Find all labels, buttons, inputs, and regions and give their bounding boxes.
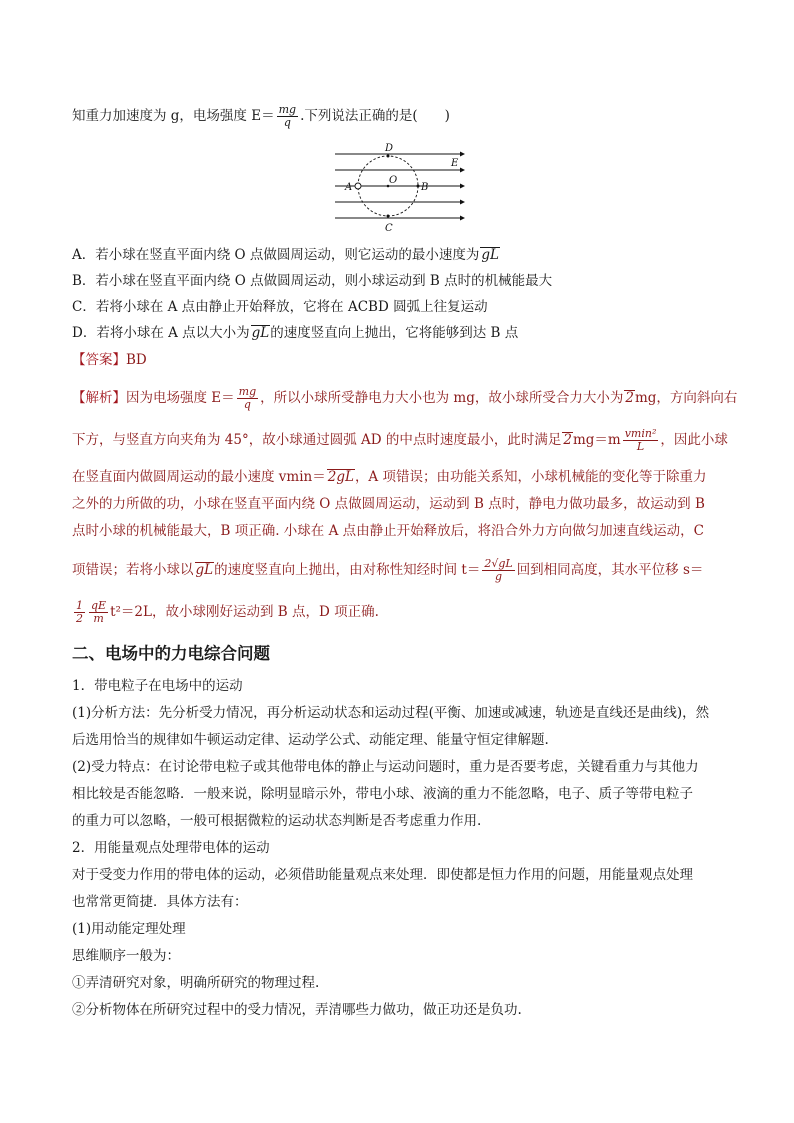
label-a: A (345, 182, 353, 193)
fraction-numerator: qE (91, 599, 107, 612)
section-p7: 2．用能量观点处理带电体的运动 (72, 840, 270, 856)
arrowhead-5 (460, 216, 465, 221)
section-p2: (1)分析方法：先分析受力情况，再分析运动状态和运动过程(平衡、加速或减速，轨迹是直线还是曲线)，然 (72, 705, 710, 721)
label-d: D (385, 143, 394, 154)
fraction-numerator: 1 (76, 599, 83, 612)
intro-suffix: .下列说法正确的是( ) (300, 108, 450, 124)
section-p11: 思维顺序一般为： (72, 948, 180, 964)
answer-tag: 【答案】 (72, 352, 126, 368)
section-heading: 二、电场中的力电综合问题 (72, 644, 270, 663)
answer-line (72, 350, 724, 370)
analysis-l6-b: 的速度竖直向上抛出，由对称性知经时间 t＝ (214, 562, 481, 578)
point-c (387, 215, 390, 218)
section-p10: (1)用动能定理处理 (72, 921, 186, 937)
analysis-l3-a: 在竖直面内做圆周运动的最小速度 vmin＝ (72, 469, 326, 485)
option-a-text: A．若小球在竖直平面内绕 O 点做圆周运动，则它运动的最小速度为 (72, 247, 480, 263)
analysis-l2-c: ，因此小球 (660, 432, 728, 448)
section-p12: ①弄清研究对象，明确所研究的物理过程. (72, 975, 320, 991)
section-p4: (2)受力特点：在讨论带电粒子或其他带电体的静止与运动问题时，重力是否要考虑，关键看重力与其他力 (72, 759, 699, 775)
label-b: B (421, 182, 429, 193)
analysis-l7-fraction-1 (74, 600, 85, 625)
section-p6: 的重力可以忽略，一般可根据微粒的运动状态判断是否考虑重力作用. (72, 813, 482, 829)
analysis-l2-sqrt: 2 (563, 432, 572, 448)
analysis-line-7 (72, 600, 724, 625)
label-c: C (385, 223, 393, 234)
analysis-line-6 (72, 558, 724, 583)
arrowhead-2 (460, 168, 465, 173)
arrowhead-4 (460, 200, 465, 205)
section-p3: 后选用恰当的规律如牛顿运动定律、运动学公式、动能定理、能量守恒定律解题. (72, 732, 549, 748)
section-p5: 相比较是否能忽略．一般来说，除明显暗示外，带电小球、液滴的重力不能忽略，电子、质子等带电粒子 (72, 786, 693, 802)
analysis-l2-b: mg＝m (572, 432, 621, 448)
analysis-l1-b: ，所以小球所受静电力大小也为 mg，故小球所受合力大小为 (260, 390, 624, 406)
analysis-l6-sqrt: gL (195, 562, 214, 578)
fraction-numerator: mg (238, 385, 257, 398)
question-intro (72, 104, 724, 129)
analysis-l2-fraction (623, 428, 659, 453)
answer-value: BD (126, 352, 147, 368)
option-b: B．若小球在竖直平面内绕 O 点做圆周运动，则小球运动到 B 点时的机械能最大 (72, 273, 553, 289)
point-d (387, 155, 390, 158)
section-p13: ②分析物体在所研究过程中的受力情况，弄清哪些力做功，做正功还是负功. (72, 1002, 522, 1018)
analysis-l1-a: 因为电场强度 E＝ (126, 390, 235, 406)
option-a (72, 245, 724, 265)
analysis-l1-sqrt: 2 (625, 390, 634, 406)
option-d-prefix: D．若将小球在 A 点以大小为 (72, 325, 250, 341)
analysis-l6-a: 项错误；若将小球以 (72, 562, 194, 578)
point-b (417, 185, 420, 188)
analysis-l7-a: t²＝2L，故小球刚好运动到 B 点，D 项正确. (110, 604, 379, 620)
section-p9: 也常常更简捷．具体方法有： (72, 894, 248, 910)
option-c: C．若将小球在 A 点由静止开始释放，它将在 ACBD 圆弧上往复运动 (72, 299, 488, 315)
option-a-sqrt: gL (481, 247, 500, 263)
analysis-line-5: 点时小球的机械能最大，B 项正确. 小球在 A 点由静止开始释放后，将沿合外力方向做匀加速直线运动，C (72, 523, 704, 539)
intro-fraction (277, 104, 298, 129)
intro-prefix: 知重力加速度为 g，电场强度 E＝ (72, 108, 275, 124)
option-d (72, 323, 724, 343)
analysis-l6-fraction (482, 558, 514, 583)
analysis-line-3 (72, 467, 724, 487)
analysis-line-4: 之外的力所做的功，小球在竖直平面内绕 O 点做圆周运动，运动到 B 点时，静电力做功最多，故运动到 B (72, 496, 705, 512)
section-p1: 1．带电粒子在电场中的运动 (72, 678, 243, 694)
fraction-numerator: 2√gL (484, 557, 513, 570)
fraction-denominator: m (93, 612, 104, 625)
analysis-l2-a: 下方，与竖直方向夹角为 45°，故小球通过圆弧 AD 的中点时速度最小，此时满足 (72, 432, 562, 448)
arrowhead-1 (460, 152, 465, 157)
analysis-line-2 (72, 427, 728, 453)
analysis-l6-c: 回到相同高度，其水平位移 s＝ (516, 562, 704, 578)
analysis-l3-b: ，A 项错误；由功能关系知，小球机械能的变化等于除重力 (354, 469, 707, 485)
electric-field-diagram (332, 138, 468, 238)
analysis-l1-c: mg，方向斜向右 (634, 390, 738, 406)
fraction-numerator: mg (278, 103, 297, 116)
option-d-sqrt: gL (251, 325, 270, 341)
analysis-l7-fraction-2 (89, 600, 108, 625)
label-e: E (451, 158, 459, 169)
option-d-suffix: 的速度竖直向上抛出，它将能够到达 B 点 (270, 325, 519, 341)
fraction-denominator: g (494, 570, 503, 583)
section-p8: 对于受变力作用的带电体的运动，必须借助能量观点来处理．即使都是恒力作用的问题，用能量观点处理 (72, 867, 693, 883)
arrowhead-3 (460, 184, 465, 189)
fraction-denominator: L (636, 440, 645, 453)
analysis-l3-sqrt: 2gL (327, 469, 354, 485)
analysis-tag: 【解析】 (72, 390, 126, 406)
label-o: O (389, 175, 398, 186)
small-ball (355, 183, 361, 189)
fraction-denominator: q (283, 116, 291, 129)
fraction-denominator: 2 (76, 612, 83, 625)
analysis-l1-fraction (237, 386, 258, 411)
fraction-numerator: vmin² (624, 427, 657, 440)
analysis-line-1 (72, 385, 738, 411)
fraction-denominator: q (243, 398, 251, 411)
